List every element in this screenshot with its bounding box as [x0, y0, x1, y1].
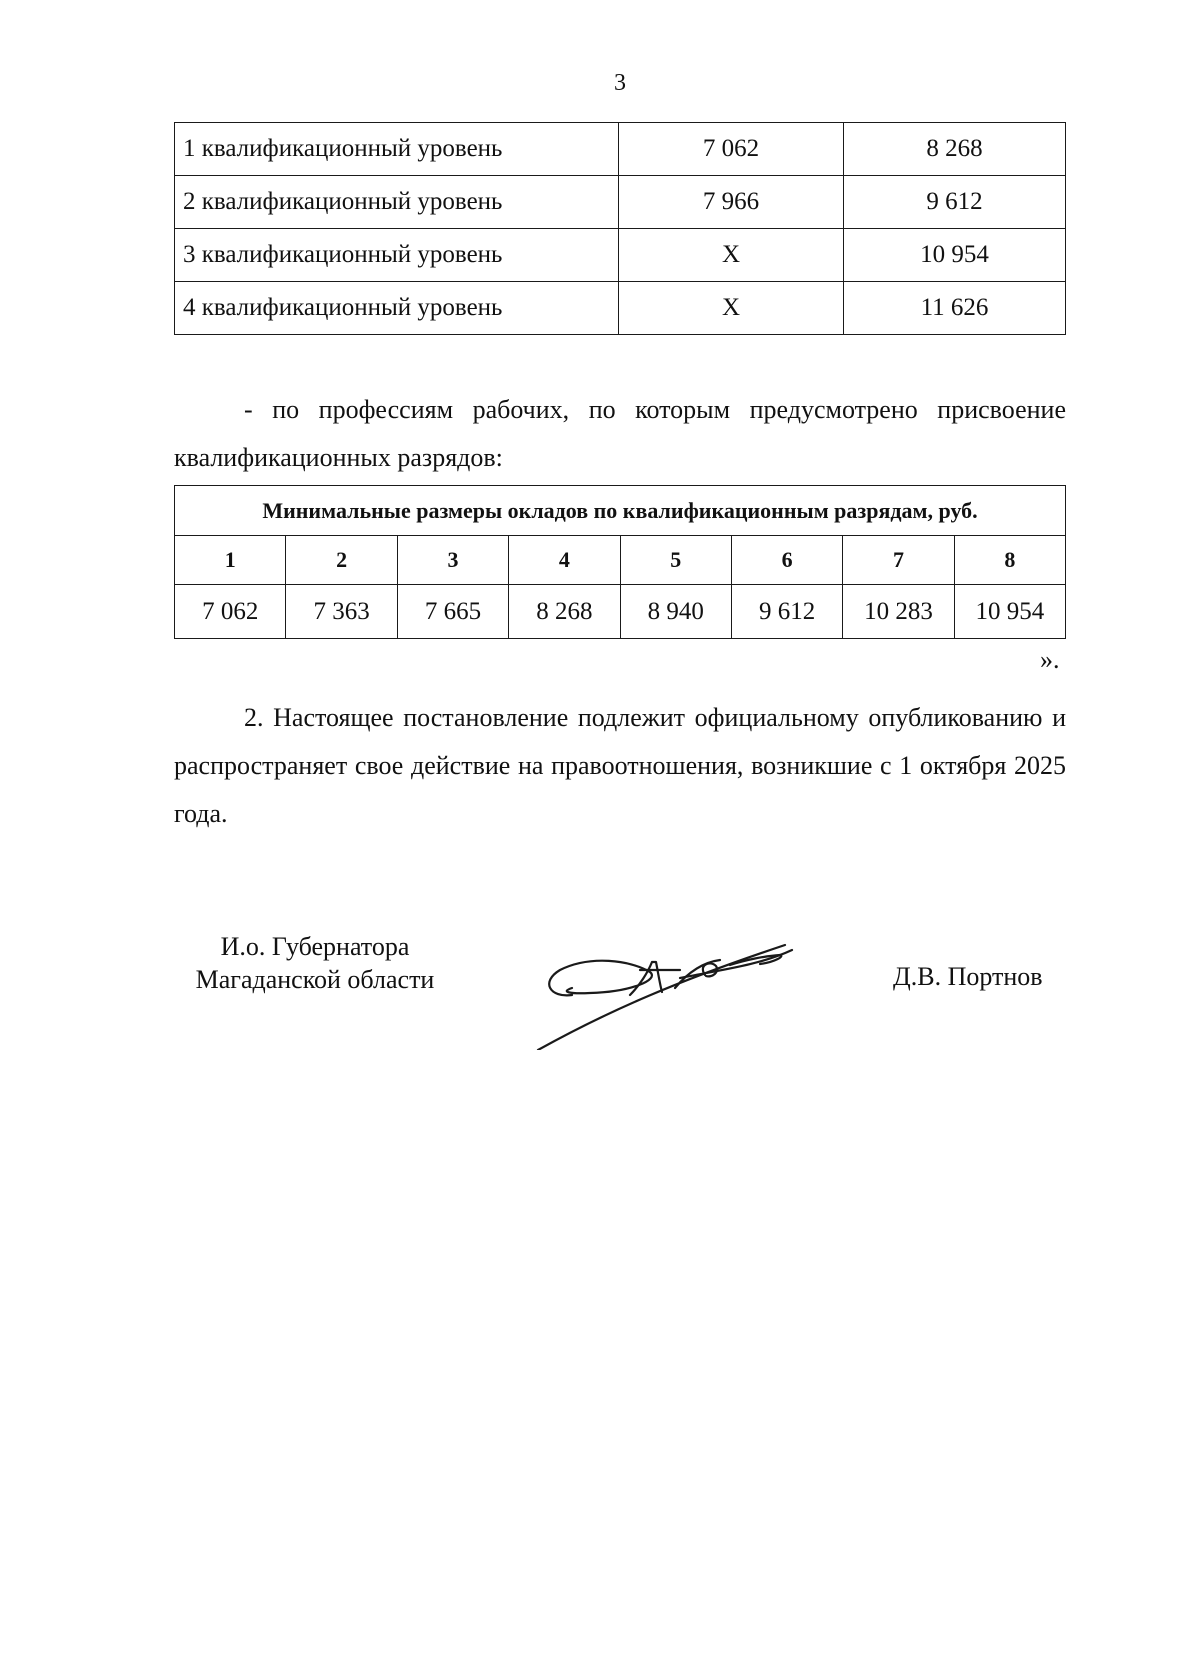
grade-salary-cell: 7 665	[397, 585, 508, 639]
level-name-cell: 2 квалификационный уровень	[175, 176, 619, 229]
grade-salary-cell: 8 268	[509, 585, 620, 639]
grade-salary-cell: 7 062	[175, 585, 286, 639]
grades-table	[174, 485, 1066, 639]
table-header-row	[175, 486, 1066, 536]
level-name-cell: 4 квалификационный уровень	[175, 282, 619, 335]
table-row	[175, 229, 1066, 282]
grade-salary-cell: 7 363	[286, 585, 397, 639]
grade-number-cell: 8	[954, 536, 1065, 585]
grade-salary-cell: 10 283	[843, 585, 954, 639]
level-salary-cell: 7 966	[619, 176, 844, 229]
grade-number-cell: 7	[843, 536, 954, 585]
signatory-title	[180, 930, 450, 996]
grade-number-cell: 2	[286, 536, 397, 585]
level-salary-cell: 7 062	[619, 123, 844, 176]
publication-paragraph: 2. Настоящее постановление подлежит официальному опубликованию и распространяет свое действие на правоотношения, возникшие с 1 октября 2025 года.	[174, 703, 1066, 828]
workers-paragraph: - по профессиям рабочих, по которым предусмотрено присвоение квалификационных разрядов:	[174, 395, 1066, 472]
page-number: 3	[614, 70, 626, 96]
table-row	[175, 282, 1066, 335]
grades-table-header: Минимальные размеры окладов по квалификационным разрядам, руб.	[175, 486, 1066, 536]
table-row	[175, 585, 1066, 639]
signatory-name: Д.В. Портнов	[893, 962, 1043, 991]
level-name-cell: 3 квалификационный уровень	[175, 229, 619, 282]
closing-quote: ».	[1040, 645, 1060, 674]
grade-salary-cell: 9 612	[731, 585, 842, 639]
level-salary-cell: Х	[619, 229, 844, 282]
table-row	[175, 536, 1066, 585]
signatory-title-line: Магаданской области	[195, 965, 435, 994]
signatory-title-line: И.о. Губернатора	[220, 932, 410, 961]
grade-number-cell: 4	[509, 536, 620, 585]
grade-salary-cell: 8 940	[620, 585, 731, 639]
level-salary-cell: 8 268	[844, 123, 1066, 176]
table-row	[175, 123, 1066, 176]
level-salary-cell: 11 626	[844, 282, 1066, 335]
level-salary-cell: 10 954	[844, 229, 1066, 282]
level-salary-cell: 9 612	[844, 176, 1066, 229]
grade-number-cell: 3	[397, 536, 508, 585]
level-salary-cell: Х	[619, 282, 844, 335]
qualification-levels-table	[174, 122, 1066, 335]
level-name-cell: 1 квалификационный уровень	[175, 123, 619, 176]
table-row	[175, 176, 1066, 229]
grade-number-cell: 1	[175, 536, 286, 585]
grade-number-cell: 6	[731, 536, 842, 585]
handwritten-signature-icon	[530, 900, 800, 1050]
grade-salary-cell: 10 954	[954, 585, 1065, 639]
grade-number-cell: 5	[620, 536, 731, 585]
